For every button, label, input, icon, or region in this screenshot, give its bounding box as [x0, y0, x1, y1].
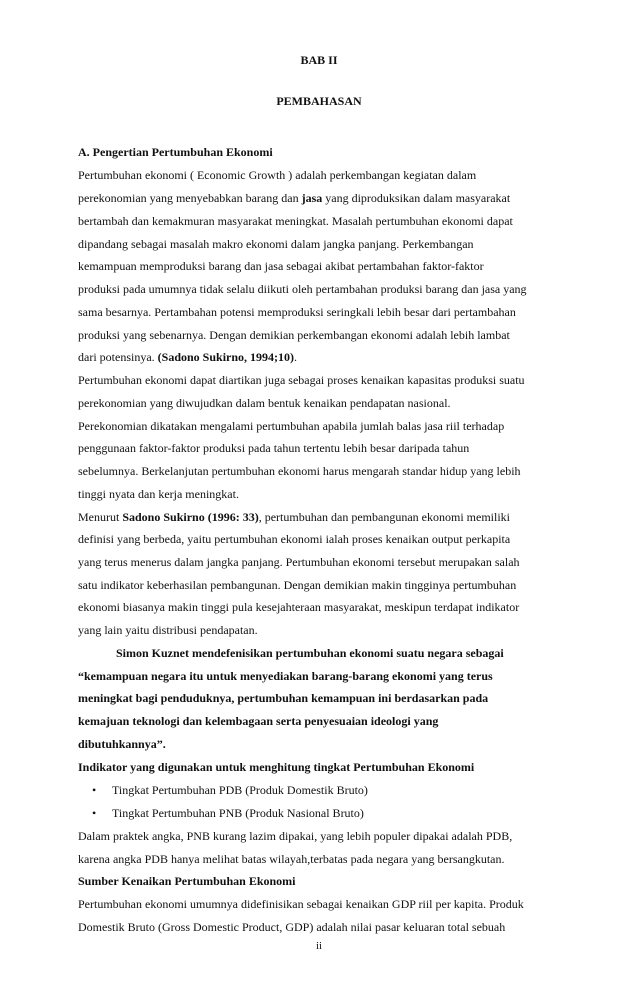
- p1-line-8: produksi yang sebenarnya. Dengan demikian perkembangan ekonomi adalah lebih lambat: [78, 328, 510, 342]
- bullet-dot: •: [92, 783, 97, 797]
- p2-line-1: Pertumbuhan ekonomi dapat diartikan juga sebagai proses kenaikan kapasitas produksi suatu: [78, 373, 525, 387]
- p1-line-6: produksi pada umumnya tidak selalu diikuti oleh pertambahan produksi barang dan jasa yang: [78, 282, 527, 296]
- p1-line-2: perekonomian yang menyebabkan barang dan jasa yang diproduksikan dalam masyarakat: [78, 191, 511, 205]
- p2-line-4: penggunaan faktor-faktor produksi pada tahun tertentu lebih besar daripada tahun: [78, 441, 470, 455]
- quote-line-3: meningkat bagi penduduknya, pertumbuhan kemampuan ini berdasarkan pada: [78, 691, 489, 705]
- quote-line-4: kemajuan teknologi dan kelembagaan serta penyesuaian ideologi yang: [78, 714, 439, 728]
- p2-line-6: tinggi nyata dan kerja meningkat.: [78, 487, 239, 501]
- bullet-item-pnb: Tingkat Pertumbuhan PNB (Produk Nasional Bruto): [112, 806, 364, 820]
- page-number: ii: [315, 940, 323, 952]
- p5-line-1: Pertumbuhan ekonomi umumnya didefinisikan sebagai kenaikan GDP riil per kapita. Produk: [78, 897, 524, 911]
- p1-line-7: sama besarnya. Pertambahan potensi memproduksi seringkali lebih besar dari pertambahan: [78, 305, 516, 319]
- p3-line-2: definisi yang berbeda, yaitu pertumbuhan ekonomi ialah proses kenaikan output perkapita: [78, 532, 511, 546]
- bullet-dot: •: [92, 806, 97, 820]
- quote-line-1: Simon Kuznet mendefenisikan pertumbuhan ekonomi suatu negara sebagai: [116, 646, 504, 660]
- p3-line-4: satu indikator keberhasilan pembangunan. Dengan demikian makin tingginya pertumbuhan: [78, 578, 517, 592]
- bullet-item-pdb: Tingkat Pertumbuhan PDB (Produk Domestik Bruto): [112, 783, 368, 797]
- citation: (Sadono Sukirno, 1994;10): [157, 350, 295, 364]
- chapter-number: BAB II: [300, 53, 338, 67]
- section-a-title: A. Pengertian Pertumbuhan Ekonomi: [78, 145, 273, 159]
- p2-line-2: perekonomian yang diwujudkan dalam bentuk kenaikan pendapatan nasional.: [78, 396, 451, 410]
- p1-line-3: bertambah dan kemakmuran masyarakat meningkat. Masalah pertumbuhan ekonomi dapat: [78, 214, 513, 228]
- p4-line-1: Dalam praktek angka, PNB kurang lazim dipakai, yang lebih populer dipakai adalah PDB,: [78, 829, 513, 843]
- section-indikator-title: Indikator yang digunakan untuk menghitung tingkat Pertumbuhan Ekonomi: [78, 760, 475, 774]
- p3-line-1: Menurut Sadono Sukirno (1996: 33), pertumbuhan dan pembangunan ekonomi memiliki: [78, 510, 510, 524]
- p3-line-3: yang terus menerus dalam jangka panjang. Pertumbuhan ekonomi tersebut merupakan salah: [78, 555, 520, 569]
- p4-line-2: karena angka PDB hanya melihat batas wilayah,terbatas pada negara yang bersangkutan.: [78, 852, 505, 866]
- p3-line-6: yang lain yaitu distribusi pendapatan.: [78, 623, 258, 637]
- chapter-title: PEMBAHASAN: [276, 94, 362, 108]
- p2-line-3: Perekonomian dikatakan mengalami pertumbuhan apabila jumlah balas jasa riil terhadap: [78, 419, 505, 433]
- p1-line-4: dipandang sebagai masalah makro ekonomi dalam jangka panjang. Perkembangan: [78, 237, 474, 251]
- p2-line-5: sebelumnya. Berkelanjutan pertumbuhan ekonomi harus mengarah standar hidup yang lebih: [78, 464, 521, 478]
- p1-line-1: Pertumbuhan ekonomi ( Economic Growth ) adalah perkembangan kegiatan dalam: [78, 168, 477, 182]
- p1-line-5: kemampuan memproduksi barang dan jasa sebagai akibat pertambahan faktor-faktor: [78, 259, 484, 273]
- p1-line-9: dari potensinya. (Sadono Sukirno, 1994;10).: [78, 350, 298, 364]
- quote-line-2: “kemampuan negara itu untuk menyediakan barang-barang ekonomi yang terus: [78, 669, 493, 683]
- p5-line-2: Domestik Bruto (Gross Domestic Product, GDP) adalah nilai pasar keluaran total sebuah: [78, 920, 506, 934]
- section-sumber-title: Sumber Kenaikan Pertumbuhan Ekonomi: [78, 874, 296, 888]
- p3-line-5: ekonomi biasanya makin tinggi pula kesejahteraan masyarakat, meskipun terdapat indikator: [78, 600, 520, 614]
- citation: Sadono Sukirno (1996: 33): [122, 510, 259, 524]
- quote-line-5: dibutuhkannya”.: [78, 737, 166, 751]
